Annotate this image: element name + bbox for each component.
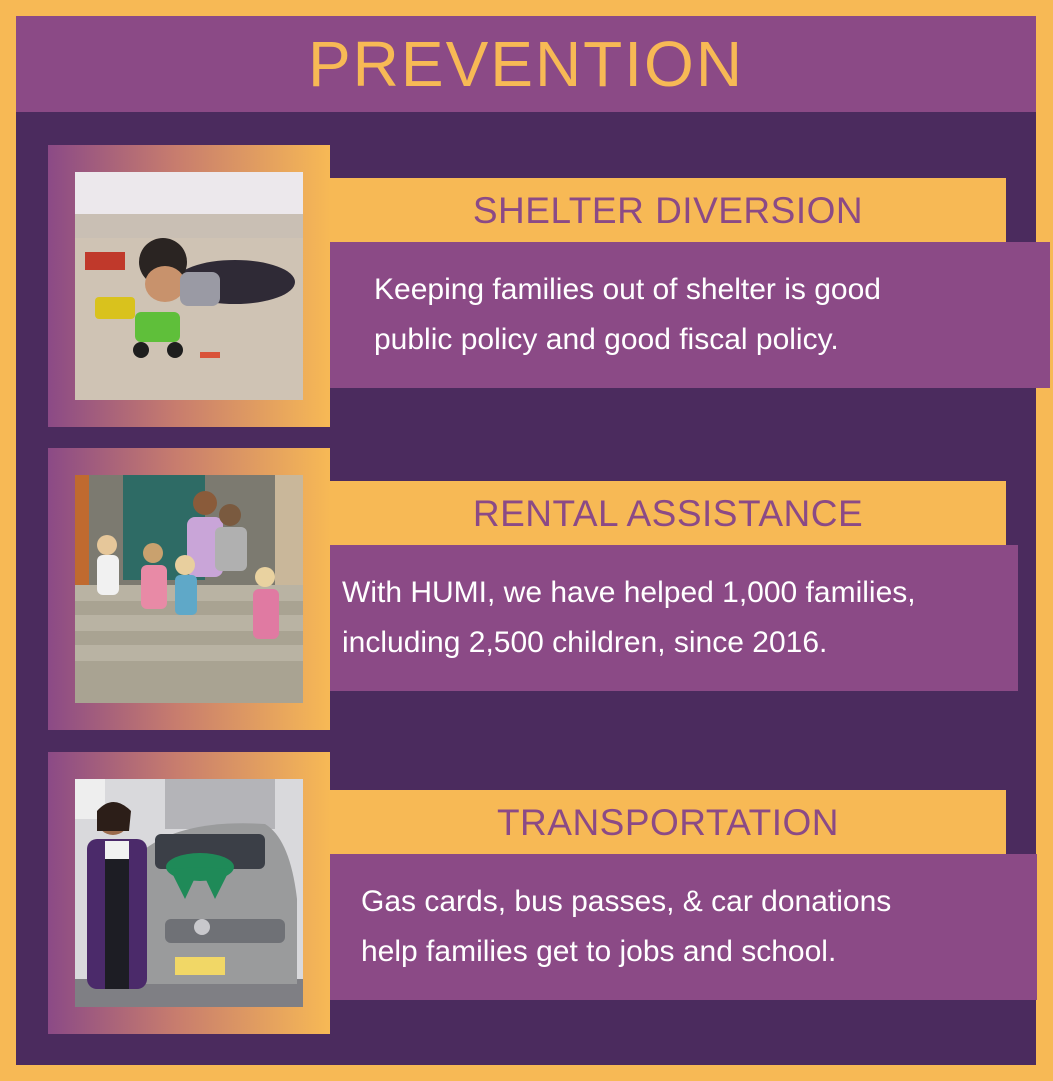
page-title: PREVENTION	[307, 28, 745, 100]
photo-frame	[48, 145, 330, 427]
section-description-box	[330, 545, 1018, 691]
section-description: Keeping families out of shelter is good public policy and good fiscal policy.	[374, 273, 881, 356]
section-transportation	[16, 752, 1036, 1034]
section-title: SHELTER DIVERSION	[472, 189, 864, 231]
section-description: Gas cards, bus passes, & car donations help families get to jobs and school.	[361, 885, 892, 968]
section-title-bar	[330, 178, 1006, 242]
header-banner	[16, 16, 1036, 112]
section-rental-assistance	[16, 448, 1036, 730]
section-title: RENTAL ASSISTANCE	[472, 492, 864, 534]
section-description: With HUMI, we have helped 1,000 families, including 2,500 children, since 2016.	[342, 576, 916, 659]
child-playing-photo	[75, 172, 303, 400]
photo-frame	[48, 448, 330, 730]
section-description-box	[330, 854, 1037, 1000]
photo-frame	[48, 752, 330, 1034]
section-title: TRANSPORTATION	[496, 801, 840, 843]
family-on-steps-photo	[75, 475, 303, 703]
infographic-frame	[16, 16, 1036, 1065]
family-on-steps-image	[75, 475, 303, 703]
section-title-bar	[330, 481, 1006, 545]
section-description-box	[330, 242, 1050, 388]
woman-with-car-photo	[75, 779, 303, 1007]
section-title-bar	[330, 790, 1006, 854]
child-playing-image	[75, 172, 303, 400]
section-shelter-diversion	[16, 145, 1036, 427]
woman-with-car-image	[75, 779, 303, 1007]
